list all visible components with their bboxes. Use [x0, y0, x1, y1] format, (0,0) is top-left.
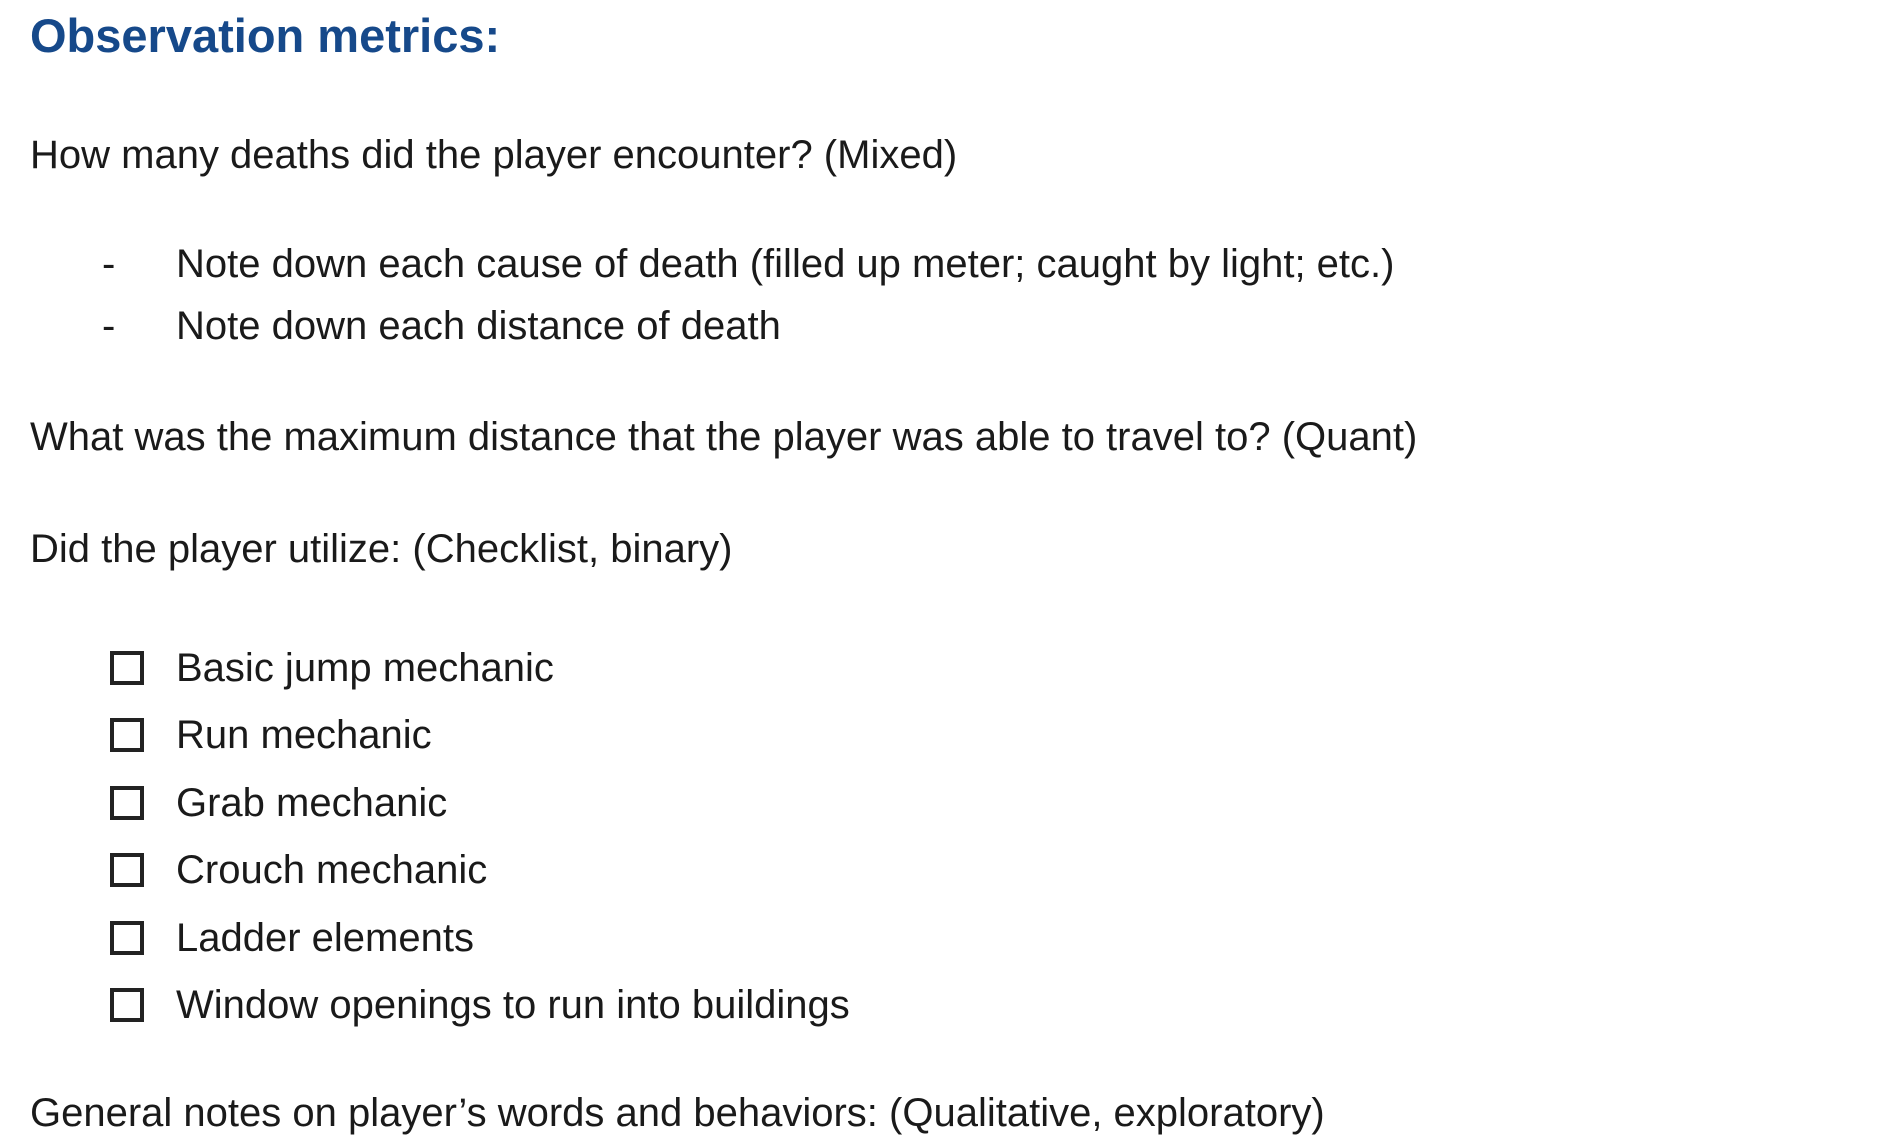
checklist-label: Window openings to run into buildings [176, 983, 850, 1027]
general-notes-prompt: General notes on player’s words and behaviors: (Qualitative, exploratory) [30, 1091, 1325, 1135]
checkbox[interactable] [110, 921, 144, 955]
checklist-label: Run mechanic [176, 713, 432, 757]
checkbox[interactable] [110, 651, 144, 685]
checklist-label: Ladder elements [176, 916, 474, 960]
checkbox[interactable] [110, 853, 144, 887]
question-deaths: How many deaths did the player encounter? (Mixed) [30, 133, 958, 177]
bullet-text: Note down each cause of death (filled up meter; caught by light; etc.) [176, 242, 1395, 286]
section-heading: Observation metrics: [30, 9, 501, 62]
bullet-text: Note down each distance of death [176, 304, 781, 348]
checklist-label: Basic jump mechanic [176, 646, 554, 690]
dash-bullet: - [102, 242, 116, 286]
checkbox[interactable] [110, 718, 144, 752]
checkbox[interactable] [110, 988, 144, 1022]
dash-bullet: - [102, 304, 116, 348]
question-utilize: Did the player utilize: (Checklist, binary) [30, 527, 733, 571]
checklist-label: Grab mechanic [176, 781, 448, 825]
checklist-label: Crouch mechanic [176, 848, 488, 892]
checkbox[interactable] [110, 786, 144, 820]
question-max-distance: What was the maximum distance that the player was able to travel to? (Quant) [30, 415, 1418, 459]
